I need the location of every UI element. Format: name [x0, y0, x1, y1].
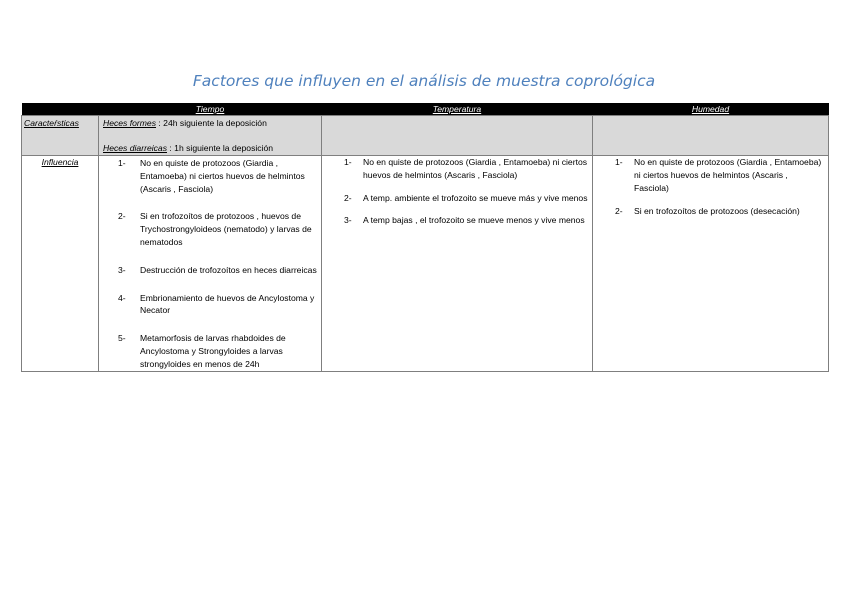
list-item — [326, 156, 588, 182]
list-number: 1- — [118, 158, 126, 168]
cell-influencia-tiempo — [99, 156, 322, 372]
table-header-row — [22, 103, 829, 116]
label-caracteristicas: Caracteŕsticas — [22, 116, 99, 156]
document-title: Factores que influyen en el análisis de muestra coprológica — [192, 72, 656, 90]
list-item — [103, 210, 317, 248]
factors-table — [21, 103, 829, 372]
humedad-list — [597, 156, 824, 218]
list-text: A temp. ambiente el trofozoito se mueve más y vive menos — [363, 192, 588, 203]
heces-diarreicas-label: Heces diarreicas — [103, 142, 167, 153]
tiempo-list — [103, 157, 317, 371]
list-text: Si en trofozoítos de protozoos , huevos de Trychostrongyloideos (nematodo) y larvas de nematodos — [140, 211, 312, 247]
cell-caracteristicas-temperatura — [322, 116, 593, 156]
heces-formes-line — [103, 117, 317, 130]
heces-formes-label: Heces formes — [103, 118, 157, 128]
heces-diarreicas-line — [103, 142, 317, 155]
list-number: 3- — [344, 215, 352, 226]
list-number: 2- — [118, 211, 126, 222]
list-number: 2- — [344, 192, 352, 203]
row-caracteristicas — [22, 116, 829, 156]
list-item — [103, 332, 317, 370]
cell-influencia-humedad — [593, 156, 829, 372]
heces-formes-text: : 24h siguiente la deposición — [156, 118, 267, 128]
heces-diarreicas-text: : 1h siguiente la deposición — [167, 142, 274, 153]
cell-influencia-temperatura — [322, 156, 593, 372]
list-text: Embrionamiento de huevos de Ancylostoma y Necator — [140, 292, 315, 316]
list-item — [103, 157, 317, 195]
list-number: 2- — [615, 206, 623, 217]
label-influencia: Influencia — [22, 156, 99, 372]
list-item — [326, 192, 588, 205]
list-item — [103, 264, 317, 277]
list-text: Destrucción de trofozoítos en heces diarreicas — [140, 264, 317, 275]
header-humedad: Humedad — [593, 103, 829, 116]
list-number: 1- — [615, 157, 623, 167]
list-number: 5- — [118, 333, 126, 344]
row-influencia — [22, 156, 829, 372]
list-text: Si en trofozoítos de protozoos (desecación) — [634, 206, 800, 217]
cell-caracteristicas-humedad — [593, 116, 829, 156]
list-text: Metamorfosis de larvas rhabdoides de Ancylostoma y Strongyloides a larvas strongyloides en menos de 24h — [140, 333, 286, 369]
list-text: No en quiste de protozoos (Giardia , Entamoeba) ni ciertos huevos de helmintos (Ascaris , Fasciola) — [634, 157, 822, 193]
list-item — [103, 292, 317, 318]
temperatura-list — [326, 156, 588, 227]
list-text: A temp bajas , el trofozoito se mueve menos y vive menos — [363, 215, 585, 226]
list-item — [597, 205, 824, 218]
list-item — [326, 214, 588, 227]
list-number: 3- — [118, 264, 126, 275]
header-empty — [22, 103, 99, 116]
list-item — [597, 156, 824, 194]
list-number: 4- — [118, 292, 126, 303]
list-number: 1- — [344, 157, 352, 167]
list-text: No en quiste de protozoos (Giardia , Entamoeba) ni ciertos huevos de helmintos (Ascaris , Fasciola) — [363, 157, 588, 180]
cell-caracteristicas-tiempo — [99, 116, 322, 156]
header-temperatura: Temperatura — [322, 103, 593, 116]
list-text: No en quiste de protozoos (Giardia , Entamoeba) ni ciertos huevos de helmintos (Ascaris , Fasciola) — [140, 158, 305, 194]
header-tiempo: Tiempo — [99, 103, 322, 116]
